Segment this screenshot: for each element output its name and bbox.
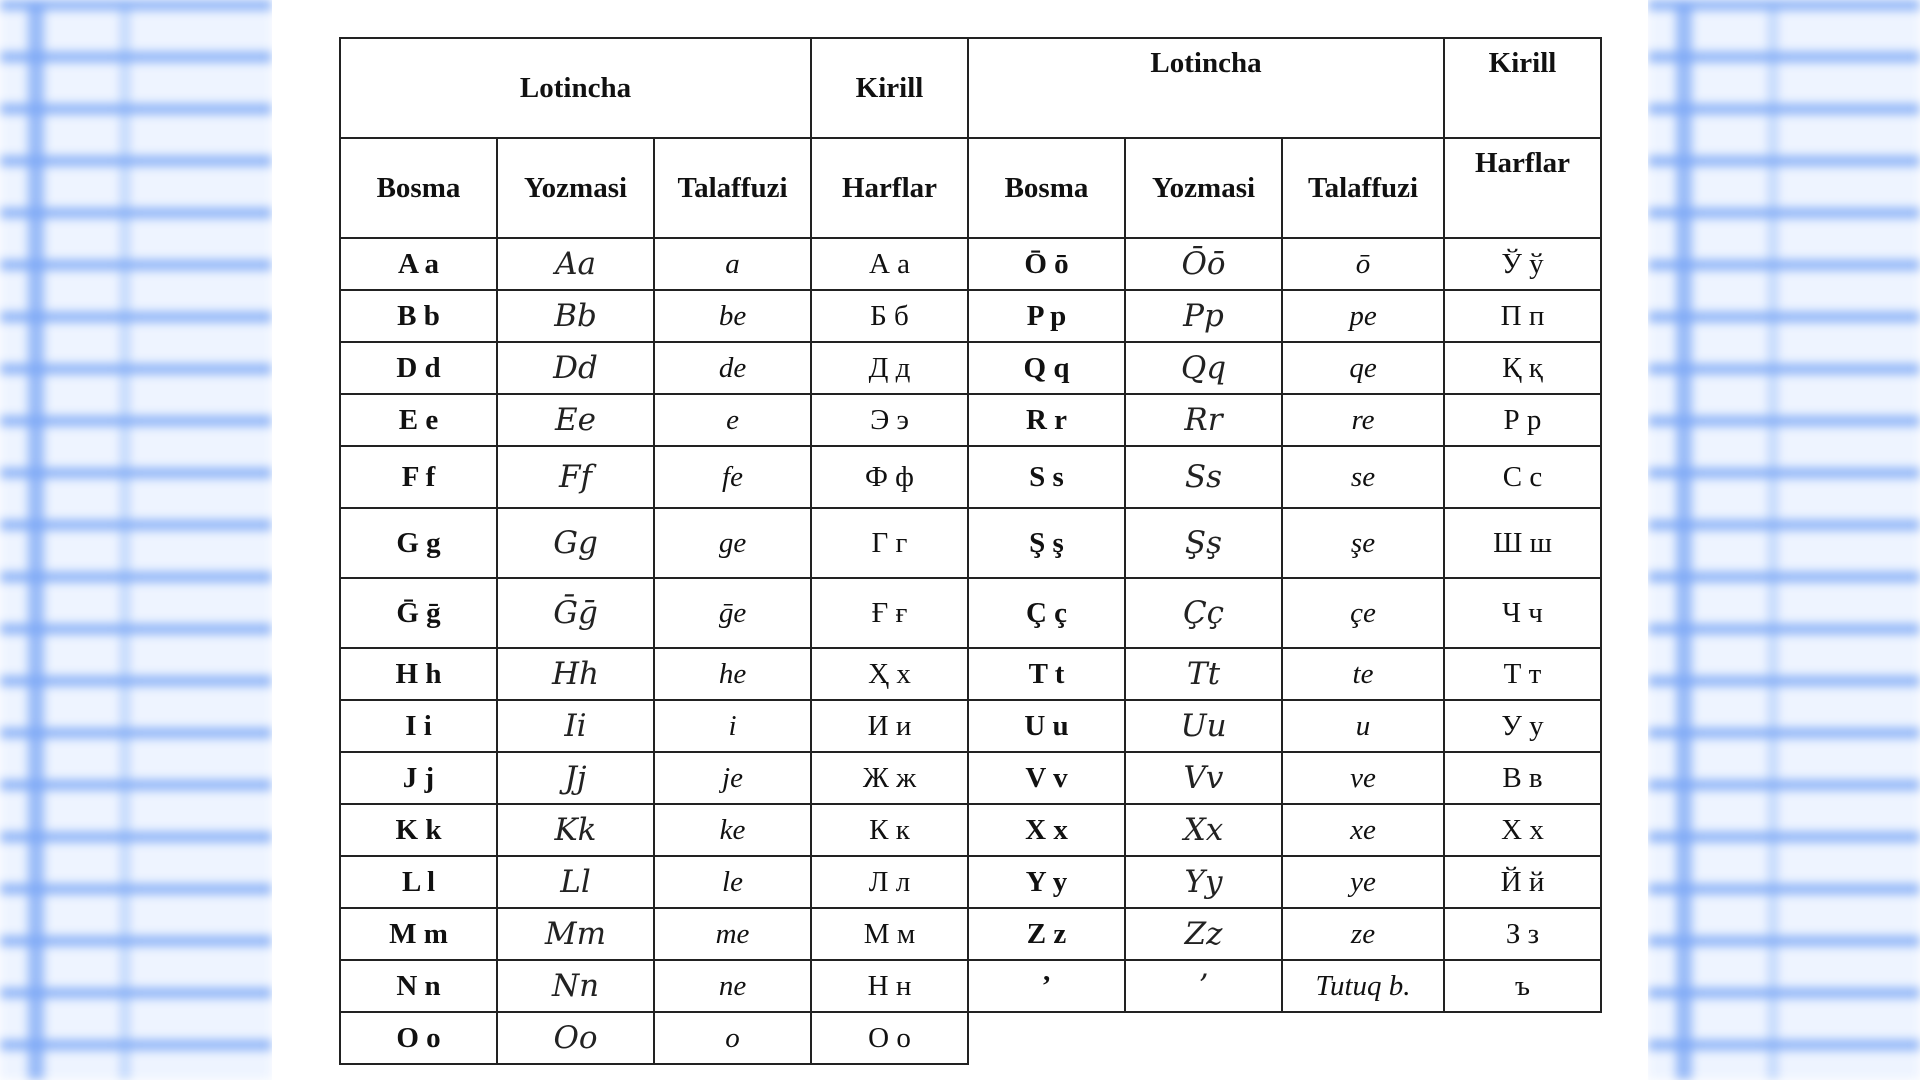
bosma-cell: B b	[340, 290, 497, 342]
kirill-cell: А а	[811, 238, 968, 290]
talaffuzi-cell: xe	[1282, 804, 1444, 856]
talaffuzi-cell: je	[654, 752, 811, 804]
yozmasi-cell: Ee	[497, 394, 654, 446]
kirill-cell: ъ	[1444, 960, 1601, 1012]
bosma-cell: S s	[968, 446, 1125, 508]
talaffuzi-cell: çe	[1282, 578, 1444, 648]
yozmasi-cell: Ll	[497, 856, 654, 908]
talaffuzi-cell: i	[654, 700, 811, 752]
bosma-cell: K k	[340, 804, 497, 856]
talaffuzi-cell: ye	[1282, 856, 1444, 908]
table-row	[340, 446, 1601, 508]
bosma-cell: Ō ō	[968, 238, 1125, 290]
yozmasi-cell: Oo	[497, 1012, 654, 1064]
talaffuzi-cell: he	[654, 648, 811, 700]
table-row	[340, 648, 1601, 700]
bosma-cell: E e	[340, 394, 497, 446]
talaffuzi-cell: be	[654, 290, 811, 342]
talaffuzi-cell: pe	[1282, 290, 1444, 342]
talaffuzi-cell: Tutuq b.	[1282, 960, 1444, 1012]
kirill-cell: Л л	[811, 856, 968, 908]
bosma-cell: X x	[968, 804, 1125, 856]
bosma-cell: Q q	[968, 342, 1125, 394]
table-row	[340, 508, 1601, 578]
talaffuzi-cell: o	[654, 1012, 811, 1064]
talaffuzi-cell: ke	[654, 804, 811, 856]
yozmasi-cell: Qq	[1125, 342, 1282, 394]
kirill-cell: Б б	[811, 290, 968, 342]
table-row	[340, 752, 1601, 804]
table-row	[340, 578, 1601, 648]
talaffuzi-cell: a	[654, 238, 811, 290]
talaffuzi-cell: te	[1282, 648, 1444, 700]
yozmasi-cell: Ss	[1125, 446, 1282, 508]
bosma-cell: T t	[968, 648, 1125, 700]
yozmasi-cell: Zz	[1125, 908, 1282, 960]
subheader-yozmasi-right: Yozmasi	[1125, 138, 1282, 238]
talaffuzi-cell: re	[1282, 394, 1444, 446]
bosma-cell: G g	[340, 508, 497, 578]
kirill-cell: Ў ў	[1444, 238, 1601, 290]
bosma-cell: O o	[340, 1012, 497, 1064]
kirill-cell: Р р	[1444, 394, 1601, 446]
header-latin-left: Lotincha	[340, 38, 811, 138]
kirill-cell: Й й	[1444, 856, 1601, 908]
talaffuzi-cell: ze	[1282, 908, 1444, 960]
kirill-cell: Қ қ	[1444, 342, 1601, 394]
yozmasi-cell: Bb	[497, 290, 654, 342]
kirill-cell: У у	[1444, 700, 1601, 752]
bosma-cell: H h	[340, 648, 497, 700]
header-cyrillic-right: Kirill	[1444, 38, 1601, 138]
kirill-cell: И и	[811, 700, 968, 752]
kirill-cell: М м	[811, 908, 968, 960]
table-row	[340, 700, 1601, 752]
kirill-cell: Н н	[811, 960, 968, 1012]
yozmasi-cell: Vv	[1125, 752, 1282, 804]
subheader-yozmasi-left: Yozmasi	[497, 138, 654, 238]
bosma-cell: Z z	[968, 908, 1125, 960]
kirill-cell: Ф ф	[811, 446, 968, 508]
bosma-cell: L l	[340, 856, 497, 908]
yozmasi-cell: Yy	[1125, 856, 1282, 908]
talaffuzi-cell: qe	[1282, 342, 1444, 394]
yozmasi-cell: Pp	[1125, 290, 1282, 342]
bosma-cell: Ḡ ḡ	[340, 578, 497, 648]
kirill-cell: З з	[1444, 908, 1601, 960]
kirill-cell: О о	[811, 1012, 968, 1064]
alphabet-page	[272, 0, 1648, 1080]
yozmasi-cell: Aa	[497, 238, 654, 290]
yozmasi-cell: Uu	[1125, 700, 1282, 752]
yozmasi-cell: Ōō	[1125, 238, 1282, 290]
bosma-cell: P p	[968, 290, 1125, 342]
talaffuzi-cell: ve	[1282, 752, 1444, 804]
yozmasi-cell: ’	[1125, 960, 1282, 1012]
bosma-cell: R r	[968, 394, 1125, 446]
table-row	[340, 1012, 1601, 1064]
header-latin-right: Lotincha	[968, 38, 1444, 138]
bosma-cell: D d	[340, 342, 497, 394]
subheader-bosma-right: Bosma	[968, 138, 1125, 238]
talaffuzi-cell: e	[654, 394, 811, 446]
kirill-cell: Э э	[811, 394, 968, 446]
kirill-cell: Г г	[811, 508, 968, 578]
kirill-cell: Ғ ғ	[811, 578, 968, 648]
bosma-cell: Y y	[968, 856, 1125, 908]
kirill-cell: Т т	[1444, 648, 1601, 700]
bosma-cell: M m	[340, 908, 497, 960]
bosma-cell: N n	[340, 960, 497, 1012]
talaffuzi-cell: ḡe	[654, 578, 811, 648]
yozmasi-cell: Gg	[497, 508, 654, 578]
yozmasi-cell: Tt	[1125, 648, 1282, 700]
yozmasi-cell: Ff	[497, 446, 654, 508]
kirill-cell: В в	[1444, 752, 1601, 804]
talaffuzi-cell: me	[654, 908, 811, 960]
table-row	[340, 290, 1601, 342]
subheader-harflar-left: Harflar	[811, 138, 968, 238]
yozmasi-cell: Nn	[497, 960, 654, 1012]
table-row	[340, 908, 1601, 960]
blurred-background-right	[1648, 0, 1920, 1080]
yozmasi-cell: Hh	[497, 648, 654, 700]
subheader-talaffuzi-left: Talaffuzi	[654, 138, 811, 238]
table-row	[340, 856, 1601, 908]
subheader-talaffuzi-right: Talaffuzi	[1282, 138, 1444, 238]
yozmasi-cell: Dd	[497, 342, 654, 394]
yozmasi-cell: Ii	[497, 700, 654, 752]
bosma-cell: F f	[340, 446, 497, 508]
kirill-cell: Х х	[1444, 804, 1601, 856]
talaffuzi-cell: fe	[654, 446, 811, 508]
bosma-cell: U u	[968, 700, 1125, 752]
talaffuzi-cell: u	[1282, 700, 1444, 752]
subheader-harflar-right: Harflar	[1444, 138, 1601, 238]
yozmasi-cell: Jj	[497, 752, 654, 804]
talaffuzi-cell: ō	[1282, 238, 1444, 290]
empty-cell	[968, 1012, 1601, 1064]
kirill-cell: Ш ш	[1444, 508, 1601, 578]
kirill-cell: Д д	[811, 342, 968, 394]
talaffuzi-cell: ne	[654, 960, 811, 1012]
kirill-cell: С с	[1444, 446, 1601, 508]
talaffuzi-cell: şe	[1282, 508, 1444, 578]
bosma-cell: A a	[340, 238, 497, 290]
yozmasi-cell: Şş	[1125, 508, 1282, 578]
talaffuzi-cell: de	[654, 342, 811, 394]
bosma-cell: Ş ş	[968, 508, 1125, 578]
bosma-cell: I i	[340, 700, 497, 752]
table-row	[340, 394, 1601, 446]
bosma-cell: J j	[340, 752, 497, 804]
yozmasi-cell: Kk	[497, 804, 654, 856]
bosma-cell: Ç ç	[968, 578, 1125, 648]
yozmasi-cell: Xx	[1125, 804, 1282, 856]
alphabet-table	[339, 37, 1602, 1065]
yozmasi-cell: Çç	[1125, 578, 1282, 648]
table-row	[340, 804, 1601, 856]
kirill-cell: К к	[811, 804, 968, 856]
yozmasi-cell: Rr	[1125, 394, 1282, 446]
kirill-cell: Ҳ х	[811, 648, 968, 700]
talaffuzi-cell: ge	[654, 508, 811, 578]
yozmasi-cell: Ḡḡ	[497, 578, 654, 648]
talaffuzi-cell: se	[1282, 446, 1444, 508]
bosma-cell: V v	[968, 752, 1125, 804]
blurred-background-left	[0, 0, 272, 1080]
table-row	[340, 960, 1601, 1012]
kirill-cell: Ж ж	[811, 752, 968, 804]
subheader-bosma-left: Bosma	[340, 138, 497, 238]
kirill-cell: П п	[1444, 290, 1601, 342]
header-cyrillic-left: Kirill	[811, 38, 968, 138]
talaffuzi-cell: le	[654, 856, 811, 908]
table-row	[340, 238, 1601, 290]
table-row	[340, 342, 1601, 394]
kirill-cell: Ч ч	[1444, 578, 1601, 648]
bosma-cell: ’	[968, 960, 1125, 1012]
yozmasi-cell: Mm	[497, 908, 654, 960]
